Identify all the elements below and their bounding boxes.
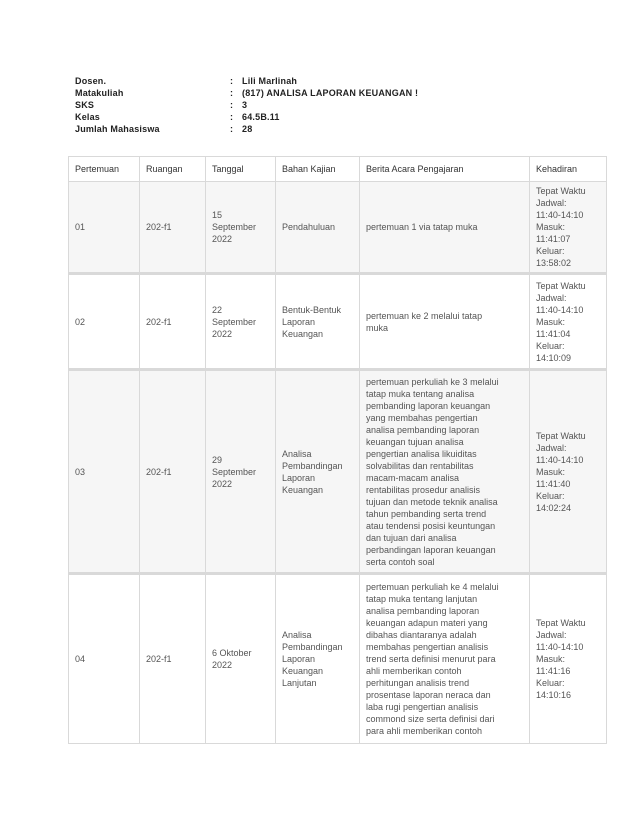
cell-line: perhitungan analisis trend (366, 678, 470, 688)
cell-line: analisa pembanding laporan (366, 606, 480, 616)
header-kehadiran: Kehadiran (530, 157, 607, 182)
header-pertemuan: Pertemuan (69, 157, 140, 182)
cell-line: Analisa (282, 630, 312, 640)
info-colon: : (230, 112, 234, 122)
cell-ruangan: 202-f1 (140, 274, 206, 370)
cell-line: solvabilitas dan rentabilitas (366, 460, 474, 471)
table-body (69, 182, 607, 744)
cell-pertemuan: 03 (69, 370, 140, 574)
cell-ruangan: 202-f1 (140, 182, 206, 274)
cell-line: Analisa (282, 448, 312, 459)
cell-line: macam-macam analisa (366, 472, 460, 483)
cell-line: Jadwal: (536, 198, 567, 208)
cell-line: Lanjutan (282, 678, 317, 688)
cell-line: 11:40-14:10 (536, 642, 584, 652)
cell-line: Jadwal: (536, 442, 567, 453)
info-row (75, 75, 575, 87)
cell-line: para ahli memberikan contoh (366, 726, 483, 736)
cell-line: Keuangan (282, 484, 324, 495)
cell-line: keuangan tujuan analisa (366, 436, 464, 447)
cell-ruangan: 202-f1 (140, 370, 206, 574)
info-label: Kelas (75, 112, 101, 122)
cell-line: Laporan (282, 316, 316, 327)
cell-line: pertemuan perkuliah ke 3 melalui (366, 376, 499, 387)
cell-line: Masuk: (536, 222, 566, 232)
info-value: 3 (242, 100, 248, 110)
cell-line: September (212, 466, 257, 477)
cell-line: 13:58:02 (536, 258, 572, 268)
cell-tanggal (206, 574, 276, 744)
cell-line: 11:41:07 (536, 234, 571, 244)
cell-tanggal (206, 274, 276, 370)
cell-line: Keluar: (536, 678, 565, 688)
cell-kehadiran (530, 274, 607, 370)
cell-kehadiran (530, 182, 607, 274)
cell-line: rentabilitas prosedur analisis (366, 484, 481, 495)
header-berita-acara: Berita Acara Pengajaran (360, 157, 530, 182)
cell-line: Keuangan (282, 666, 324, 676)
cell-berita-acara (360, 574, 530, 744)
cell-line: 2022 (212, 660, 233, 670)
cell-line: ahli memberikan contoh (366, 666, 462, 676)
cell-line: 6 Oktober (212, 648, 252, 658)
cell-line: 15 (212, 210, 223, 220)
cell-line: analisa pembanding laporan (366, 424, 480, 435)
cell-berita-acara (360, 274, 530, 370)
cell-line: pertemuan ke 2 melalui tatap (366, 310, 483, 321)
cell-line: tatap muka tentang analisa (366, 388, 475, 399)
cell-line: 29 (212, 454, 223, 465)
info-value: (817) ANALISA LAPORAN KEUANGAN ! (242, 88, 419, 98)
cell-line: Pendahuluan (282, 222, 336, 232)
cell-line: September (212, 222, 257, 232)
info-row (75, 123, 575, 135)
table-row (69, 274, 607, 370)
cell-line: commond size serta definisi dari (366, 714, 495, 724)
info-value: 64.5B.11 (242, 112, 280, 122)
info-colon: : (230, 124, 234, 134)
cell-line: 11:40-14:10 (536, 304, 584, 315)
cell-line: serta contoh soal (366, 556, 435, 567)
cell-line: dibahas diantaranya adalah (366, 630, 477, 640)
cell-line: 11:40-14:10 (536, 210, 584, 220)
cell-kehadiran (530, 574, 607, 744)
cell-pertemuan: 02 (69, 274, 140, 370)
table-header (69, 157, 607, 182)
cell-line: Keuangan (282, 328, 324, 339)
cell-line: keuangan adapun materi yang (366, 618, 488, 628)
cell-line: Tepat Waktu (536, 186, 586, 196)
cell-line: 2022 (212, 478, 233, 489)
cell-line: membahas pengertian analisis (366, 642, 489, 652)
info-label: SKS (75, 100, 95, 110)
cell-berita-acara (360, 182, 530, 274)
info-label: Matakuliah (75, 88, 124, 98)
cell-pertemuan: 04 (69, 574, 140, 744)
cell-line: Masuk: (536, 466, 566, 477)
cell-line: Pembandingan (282, 642, 343, 652)
cell-bahan-kajian (276, 574, 360, 744)
cell-line: 11:41:16 (536, 666, 571, 676)
cell-line: Bentuk-Bentuk (282, 304, 342, 315)
info-value: Lili Marlinah (242, 76, 298, 86)
info-row (75, 99, 575, 111)
table-row (69, 574, 607, 744)
cell-tanggal (206, 370, 276, 574)
cell-berita-acara (360, 370, 530, 574)
cell-line: 11:41:40 (536, 478, 571, 489)
cell-line: 2022 (212, 328, 233, 339)
cell-pertemuan: 01 (69, 182, 140, 274)
cell-line: Jadwal: (536, 292, 567, 303)
cell-line: 14:10:09 (536, 352, 572, 363)
attendance-table (68, 156, 607, 744)
cell-line: prosentase laporan neraca dan (366, 690, 491, 700)
cell-line: 11:40-14:10 (536, 454, 584, 465)
table-row (69, 370, 607, 574)
cell-bahan-kajian (276, 370, 360, 574)
cell-line: tujuan dan metode teknik analisa (366, 496, 498, 507)
info-colon: : (230, 76, 234, 86)
cell-line: pembanding laporan keuangan (366, 400, 491, 411)
info-row (75, 87, 575, 99)
cell-tanggal (206, 182, 276, 274)
cell-line: Masuk: (536, 654, 566, 664)
header-tanggal: Tanggal (206, 157, 276, 182)
cell-line: pengertian analisa likuiditas (366, 448, 477, 459)
cell-line: Laporan (282, 654, 316, 664)
cell-line: muka (366, 322, 389, 333)
cell-line: 14:02:24 (536, 502, 572, 513)
cell-line: Masuk: (536, 316, 566, 327)
cell-bahan-kajian (276, 182, 360, 274)
cell-line: trend serta definisi menurut para (366, 654, 496, 664)
cell-line: Tepat Waktu (536, 618, 586, 628)
info-value: 28 (242, 124, 253, 134)
info-label: Jumlah Mahasiswa (75, 124, 160, 134)
cell-line: yang membahas pengertian (366, 412, 478, 423)
cell-line: Keluar: (536, 490, 565, 501)
cell-line: tatap muka tentang lanjutan (366, 594, 478, 604)
info-colon: : (230, 100, 234, 110)
info-colon: : (230, 88, 234, 98)
cell-line: pertemuan perkuliah ke 4 melalui (366, 582, 499, 592)
course-info (75, 75, 575, 135)
cell-line: 14:10:16 (536, 690, 572, 700)
cell-line: tahun pembanding serta trend (366, 508, 487, 519)
header-ruangan: Ruangan (140, 157, 206, 182)
cell-line: Jadwal: (536, 630, 567, 640)
info-label: Dosen. (75, 76, 107, 86)
cell-kehadiran (530, 370, 607, 574)
cell-line: Tepat Waktu (536, 280, 586, 291)
cell-line: atau tendensi posisi keuntungan (366, 520, 496, 531)
cell-line: perbandingan laporan keuangan (366, 544, 496, 555)
table-row (69, 182, 607, 274)
cell-bahan-kajian (276, 274, 360, 370)
cell-line: Pembandingan (282, 460, 343, 471)
cell-ruangan: 202-f1 (140, 574, 206, 744)
header-bahan-kajian: Bahan Kajian (276, 157, 360, 182)
cell-line: Keluar: (536, 340, 565, 351)
info-row (75, 111, 575, 123)
cell-line: 2022 (212, 234, 233, 244)
cell-line: laba rugi pengertian analisis (366, 702, 479, 712)
cell-line: Tepat Waktu (536, 430, 586, 441)
cell-line: 22 (212, 304, 223, 315)
cell-line: dan tujuan dari analisa (366, 532, 457, 543)
cell-line: pertemuan 1 via tatap muka (366, 222, 478, 232)
cell-line: Laporan (282, 472, 316, 483)
cell-line: 11:41:04 (536, 328, 571, 339)
cell-line: September (212, 316, 257, 327)
cell-line: Keluar: (536, 246, 565, 256)
